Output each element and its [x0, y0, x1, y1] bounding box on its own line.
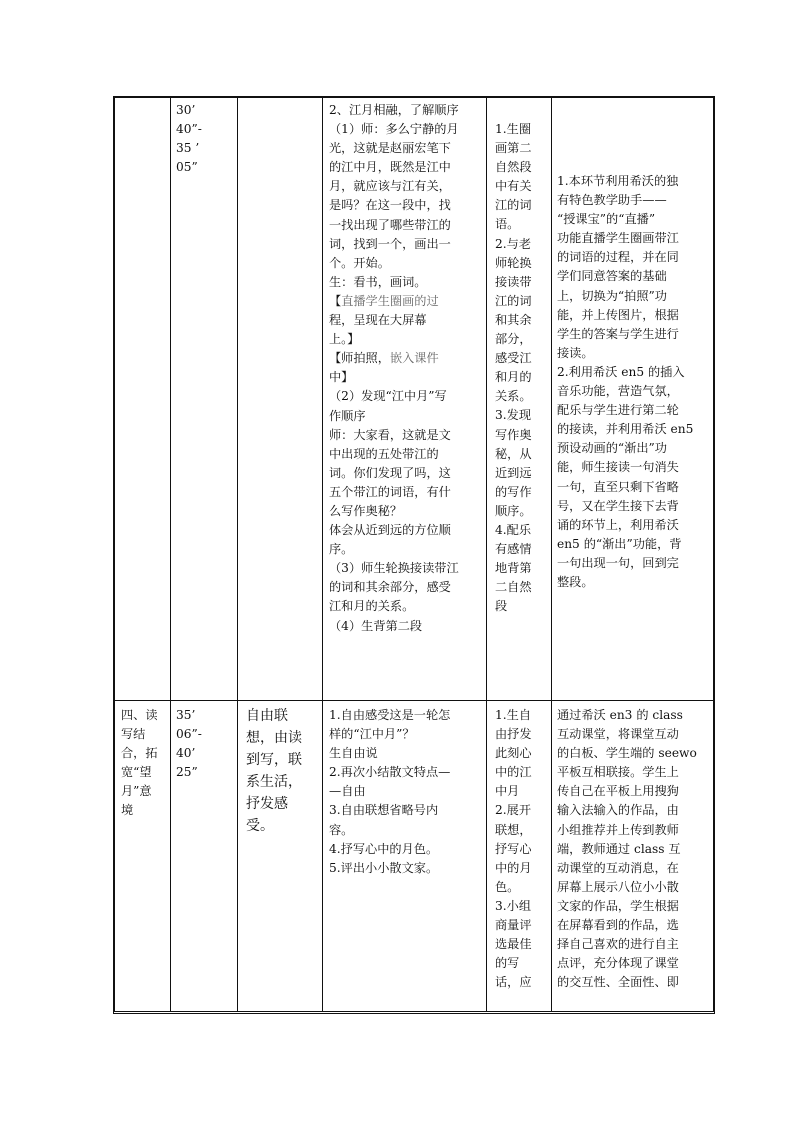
activity-line: 样的“江中月”？ — [329, 727, 415, 742]
student-activity-line: 自然段 — [495, 160, 532, 175]
student-activity-line: 联想， — [495, 822, 532, 837]
student-activity-line: 话，应 — [495, 975, 532, 990]
student-activity-line: 语。 — [495, 217, 520, 232]
intent-line: 自由联 — [246, 708, 288, 724]
student-activity-line: 2.与老 — [495, 236, 532, 251]
student-activity-line: 1.生自 — [495, 708, 532, 722]
activity-line: （2）发现“江中月”写 — [329, 389, 447, 404]
student-activity-line: 部分， — [495, 332, 532, 347]
design-note-line: 音乐功能，营造气氛， — [557, 384, 679, 399]
activity-line: 容。 — [329, 822, 354, 837]
student-activity-line: 和其余 — [495, 312, 532, 327]
row2-activity-cell — [329, 706, 450, 878]
design-note-line: en5 的“渐出”功能，背 — [557, 536, 682, 551]
row2-intent-cell — [246, 705, 302, 837]
activity-line: 词，找到一个，画出一 — [329, 236, 451, 251]
student-activity-line: 近到远 — [495, 465, 532, 480]
time-line: 06”- — [176, 727, 202, 742]
design-note-line: 号，又在学生接下去背 — [557, 498, 679, 513]
student-activity-line: 中的月 — [495, 860, 532, 875]
stage-line: 合，拓 — [121, 746, 158, 761]
intent-line: 到写，联 — [246, 752, 302, 768]
activity-line: 一找出现了哪些带江的 — [329, 217, 451, 232]
row2-time-cell — [176, 706, 202, 782]
row1-activity-cell — [329, 101, 459, 636]
row2-student-cell — [495, 706, 532, 992]
design-note-line: 小组推荐并上传到教师 — [557, 822, 679, 837]
design-note-line: 的交互性、全面性、即 — [557, 975, 679, 990]
design-note-line: 接读。 — [557, 345, 594, 360]
design-note-line: 的词语的过程，并在同 — [557, 250, 679, 265]
design-note-line: 有特色教学助手—— — [557, 193, 667, 208]
design-note-line: 动课堂的互动消息，在 — [557, 860, 679, 875]
student-activity-line: 由抒发 — [495, 727, 532, 742]
design-note-line: 通过希沃 en3 的 class — [557, 708, 683, 722]
design-note-line: 端，教师通过 class 互 — [557, 841, 681, 856]
design-note-line: 1.本环节利用希沃的独 — [557, 174, 679, 188]
intent-line: 想，由读 — [246, 730, 302, 746]
activity-line: （1）师：多么宁静的月 — [329, 122, 459, 137]
row1-notes-cell — [557, 172, 693, 592]
student-activity-line: 的写作 — [495, 484, 532, 499]
lesson-plan-table — [113, 96, 715, 1014]
activity-line: 1.自由感受这是一轮怎 — [329, 708, 451, 722]
student-activity-line: 中的江 — [495, 765, 532, 780]
column-divider — [322, 98, 323, 1011]
stage-line: 宽“望 — [121, 765, 152, 780]
activity-line: 3.自由联想省略号内 — [329, 803, 439, 818]
column-divider — [551, 98, 552, 1011]
activity-line: 月，就应该与江有关， — [329, 179, 451, 194]
student-activity-line: 选最佳 — [495, 937, 532, 952]
student-activity-line: 接读带 — [495, 274, 532, 289]
design-note-line: 预设动画的“渐出”功 — [557, 441, 667, 456]
design-note-line: 输入法输入的作品，由 — [557, 803, 679, 818]
student-activity-line: 感受江 — [495, 351, 532, 366]
activity-line: 序。 — [329, 542, 354, 557]
student-activity-line: 2.展开 — [495, 803, 532, 818]
student-activity-line: 画第二 — [495, 141, 532, 156]
design-note-line: 屏幕上展示八位小小散 — [557, 879, 679, 894]
student-activity-line: 关系。 — [495, 389, 532, 404]
time-line: 35 ’ — [176, 141, 200, 156]
activity-line: 2、江月相融，了解顺序 — [329, 103, 459, 117]
student-activity-line: 1.生圈 — [495, 122, 532, 136]
design-note-line: 互动课堂，将课堂互动 — [557, 727, 679, 742]
activity-line: —自由 — [329, 784, 366, 799]
row2-stage-cell — [121, 706, 158, 821]
activity-line: 光，这就是赵丽宏笔下 — [329, 141, 451, 156]
row1-time-cell — [176, 101, 202, 177]
activity-line: 【师拍照，嵌入课件 — [329, 351, 439, 366]
intent-line: 抒发感 — [246, 796, 288, 812]
student-activity-line: 和月的 — [495, 370, 532, 385]
student-activity-line: 顺序。 — [495, 503, 532, 518]
activity-line: 生：看书，画词。 — [329, 274, 427, 289]
design-note-line: 平板互相联接。学生上 — [557, 765, 679, 780]
activity-line: 词。你们发现了吗，这 — [329, 465, 451, 480]
student-activity-line: 江的词 — [495, 293, 532, 308]
activity-line: （4）生背第二段 — [329, 618, 423, 633]
activity-line: 程，呈现在大屏幕 — [329, 313, 427, 328]
activity-line: 江和月的关系。 — [329, 599, 415, 614]
activity-line: 个。开始。 — [329, 255, 390, 270]
activity-line: 的江中月，既然是江中 — [329, 160, 451, 175]
column-divider — [237, 98, 238, 1011]
activity-line: 体会从近到远的方位顺 — [329, 523, 451, 538]
activity-line: 中】 — [329, 370, 354, 385]
student-activity-line: 色。 — [495, 879, 520, 894]
student-activity-line: 有感情 — [495, 542, 532, 557]
stage-line: 月”意 — [121, 784, 152, 799]
student-activity-line: 4.配乐 — [495, 522, 532, 537]
row-divider — [115, 700, 713, 701]
activity-line: 作顺序 — [329, 408, 366, 423]
time-line: 40’ — [176, 746, 196, 761]
student-activity-line: 写作奥 — [495, 427, 532, 442]
activity-line: 的词和其余部分，感受 — [329, 580, 451, 595]
stage-line: 境 — [121, 803, 134, 818]
design-note-line: 整段。 — [557, 574, 594, 589]
activity-line: 是吗？在这一段中，找 — [329, 198, 451, 213]
student-activity-line: 段 — [495, 599, 508, 614]
intent-line: 系生活， — [246, 774, 302, 790]
time-line: 25” — [176, 765, 198, 780]
design-note-line: 一句出现一句，回到完 — [557, 555, 679, 570]
intent-line: 受。 — [246, 818, 274, 834]
activity-line: 五个带江的词语，有什 — [329, 484, 451, 499]
student-activity-line: 中有关 — [495, 179, 532, 194]
student-activity-line: 中月 — [495, 784, 520, 799]
activity-line: 师：大家看，这就是文 — [329, 427, 451, 442]
design-note-line: 择自己喜欢的进行自主 — [557, 937, 679, 952]
stage-line: 写结 — [121, 727, 146, 742]
time-line: 40”- — [176, 122, 202, 137]
design-note-line: 在屏幕看到的作品，选 — [557, 918, 679, 933]
student-activity-line: 江的词 — [495, 198, 532, 213]
design-note-line: 的接读，并利用希沃 en5 — [557, 422, 694, 437]
student-activity-line: 的写 — [495, 956, 520, 971]
design-note-line: 配乐与学生进行第二轮 — [557, 403, 679, 418]
activity-line: 生自由说 — [329, 746, 378, 761]
student-activity-line: 商量评 — [495, 918, 532, 933]
activity-line: 中出现的五处带江的 — [329, 446, 439, 461]
design-note-line: 能，并上传图片，根据 — [557, 307, 679, 322]
stage-line: 四、读 — [121, 708, 158, 722]
time-line: 05” — [176, 160, 198, 175]
design-note-line: “授课宝”的“直播” — [557, 212, 656, 227]
student-activity-line: 抒写心 — [495, 841, 532, 856]
student-activity-line: 3.发现 — [495, 408, 532, 423]
time-line: 35’ — [176, 708, 196, 722]
student-activity-line: 此刻心 — [495, 746, 532, 761]
design-note-line: 文家的作品，学生根据 — [557, 898, 679, 913]
design-note-line: 功能直播学生圈画带江 — [557, 231, 679, 246]
row2-notes-cell — [557, 706, 697, 992]
activity-line: 么写作奥秘？ — [329, 503, 403, 518]
student-activity-line: 秘，从 — [495, 446, 532, 461]
activity-line: 上。】 — [329, 332, 360, 347]
activity-line: 5.评出小小散文家。 — [329, 860, 439, 875]
design-note-line: 诵的环节上，利用希沃 — [557, 517, 679, 532]
design-note-line: 一句，直至只剩下省略 — [557, 479, 679, 494]
activity-line: 4.抒写心中的月色。 — [329, 841, 439, 856]
column-divider — [170, 98, 171, 1011]
activity-line: 2.再次小结散文特点— — [329, 765, 451, 780]
student-activity-line: 3.小组 — [495, 898, 532, 913]
student-activity-line: 地背第 — [495, 561, 532, 576]
activity-line: （3）师生轮换接读带江 — [329, 561, 459, 576]
design-note-line: 的白板、学生端的 seewo — [557, 746, 697, 761]
row1-student-cell — [495, 120, 532, 616]
activity-line: 【直播学生圈画的过 — [329, 293, 439, 308]
design-note-line: 能，师生接读一句消失 — [557, 460, 679, 475]
design-note-line: 学生的答案与学生进行 — [557, 326, 679, 341]
time-line: 30’ — [176, 103, 196, 117]
design-note-line: 2.利用希沃 en5 的插入 — [557, 364, 685, 379]
column-divider — [486, 98, 487, 1011]
design-note-line: 点评，充分体现了课堂 — [557, 956, 679, 971]
student-activity-line: 师轮换 — [495, 255, 532, 270]
student-activity-line: 二自然 — [495, 580, 532, 595]
design-note-line: 学们同意答案的基础 — [557, 269, 667, 284]
design-note-line: 传自己在平板上用搜狗 — [557, 784, 679, 799]
design-note-line: 上，切换为“拍照”功 — [557, 288, 667, 303]
